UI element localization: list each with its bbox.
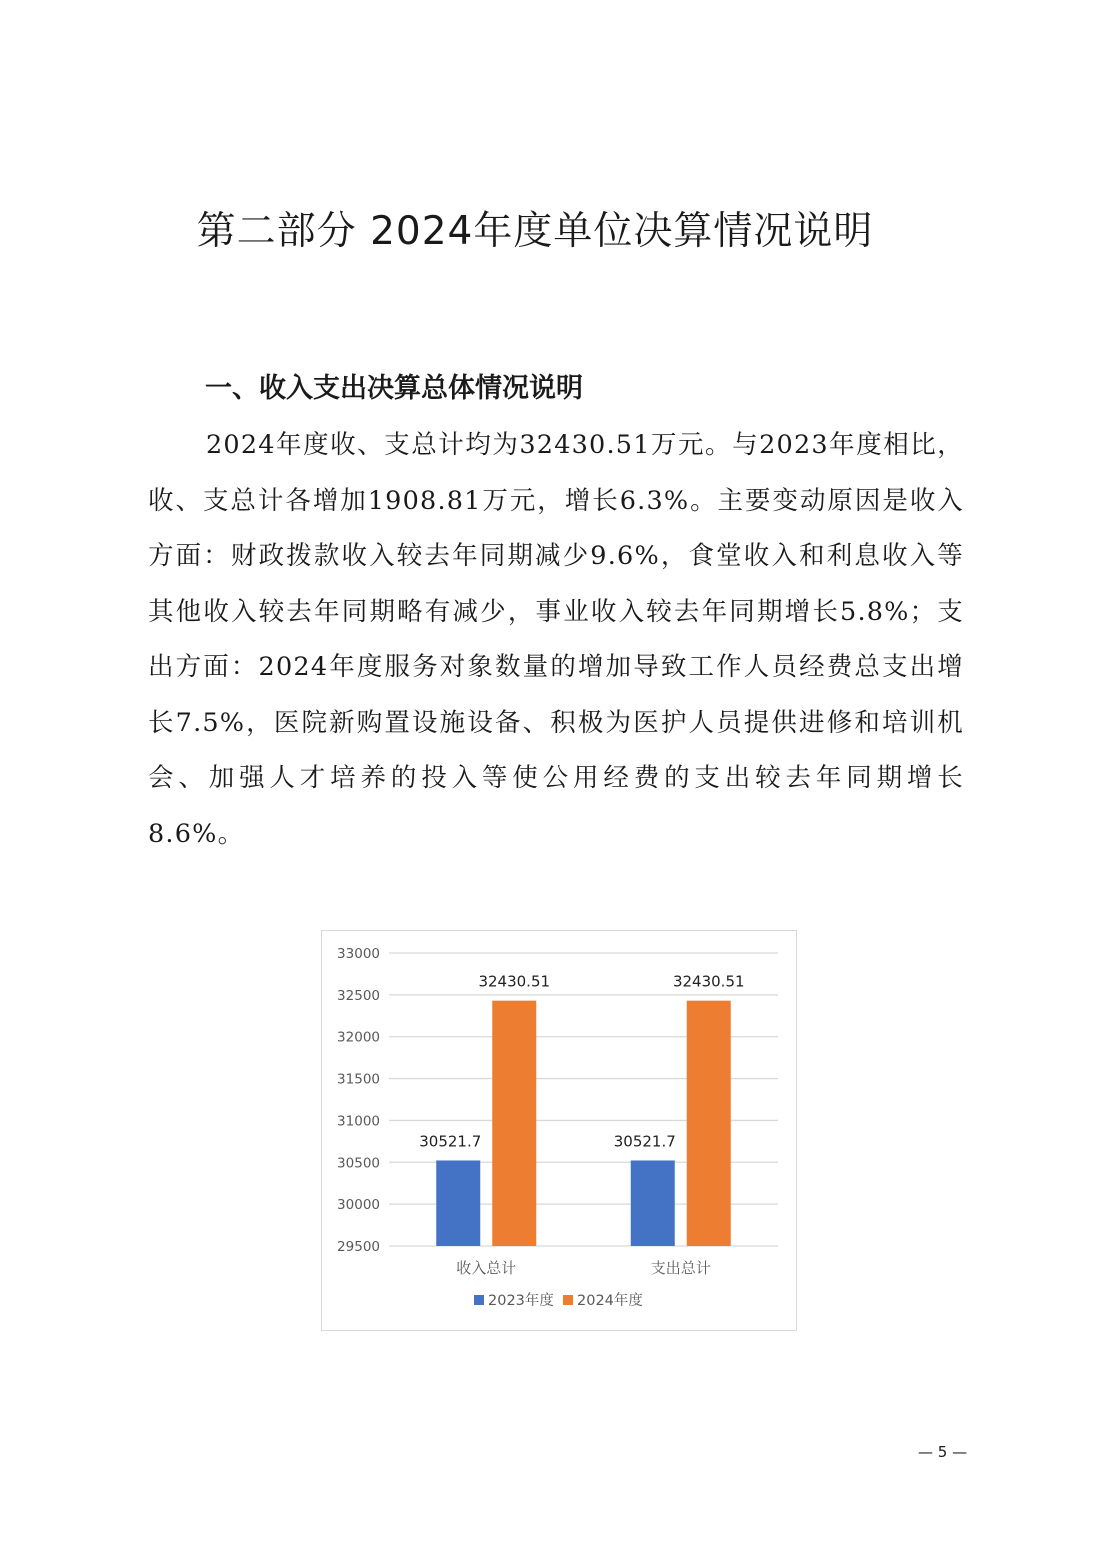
page-title: 第二部分 2024年度单位决算情况说明 bbox=[196, 209, 874, 254]
legend-label: 2024年度 bbox=[577, 1293, 643, 1309]
data-label: 32430.51 bbox=[672, 972, 745, 991]
y-tick-label: 30500 bbox=[337, 1155, 380, 1172]
y-tick-label: 31000 bbox=[337, 1113, 380, 1130]
chart-svg bbox=[322, 931, 798, 1332]
data-label: 30521.7 bbox=[613, 1132, 676, 1151]
bar-2024年度 bbox=[687, 1001, 731, 1246]
data-label: 30521.7 bbox=[419, 1132, 482, 1151]
legend-swatch bbox=[563, 1295, 573, 1305]
y-tick-label: 29500 bbox=[337, 1239, 380, 1255]
bar-2023年度 bbox=[631, 1160, 675, 1246]
y-tick-label: 33000 bbox=[337, 946, 380, 962]
y-tick-label: 30000 bbox=[337, 1197, 380, 1214]
x-tick-label: 支出总计 bbox=[650, 1259, 711, 1277]
bar-chart bbox=[321, 930, 797, 1331]
x-tick-label: 收入总计 bbox=[456, 1259, 517, 1277]
data-label: 32430.51 bbox=[478, 972, 551, 991]
legend-label: 2023年度 bbox=[488, 1293, 554, 1309]
body-paragraph: 2024年度收、支总计均为32430.51万元。与2023年度相比，收、支总计各增加1908.81万元，增长6.3%。主要变动原因是收入方面：财政拨款收入较去年同期减少9.6%，食堂收入和利息收入等其他收入较去年同期略有减少，事业收入较去年同期增长5.8%；支出方面：2024年度服务对象数量的增加导致工作人员经费总支出增长7.5%，医院新购置设施设备、积极为医护人员提供进修和培训机会、加强人才培养的投入等使公用经费的支出较去年同期增长8.6%。 bbox=[148, 430, 964, 849]
bar-2024年度 bbox=[492, 1001, 536, 1246]
y-tick-label: 32000 bbox=[337, 1029, 380, 1046]
bar-2023年度 bbox=[436, 1160, 480, 1246]
page-number: — 5 — bbox=[918, 1443, 968, 1461]
y-tick-label: 32500 bbox=[337, 987, 380, 1004]
legend-swatch bbox=[474, 1295, 484, 1305]
y-tick-label: 31500 bbox=[337, 1071, 380, 1088]
section-heading: 一、收入支出决算总体情况说明 bbox=[205, 373, 583, 404]
